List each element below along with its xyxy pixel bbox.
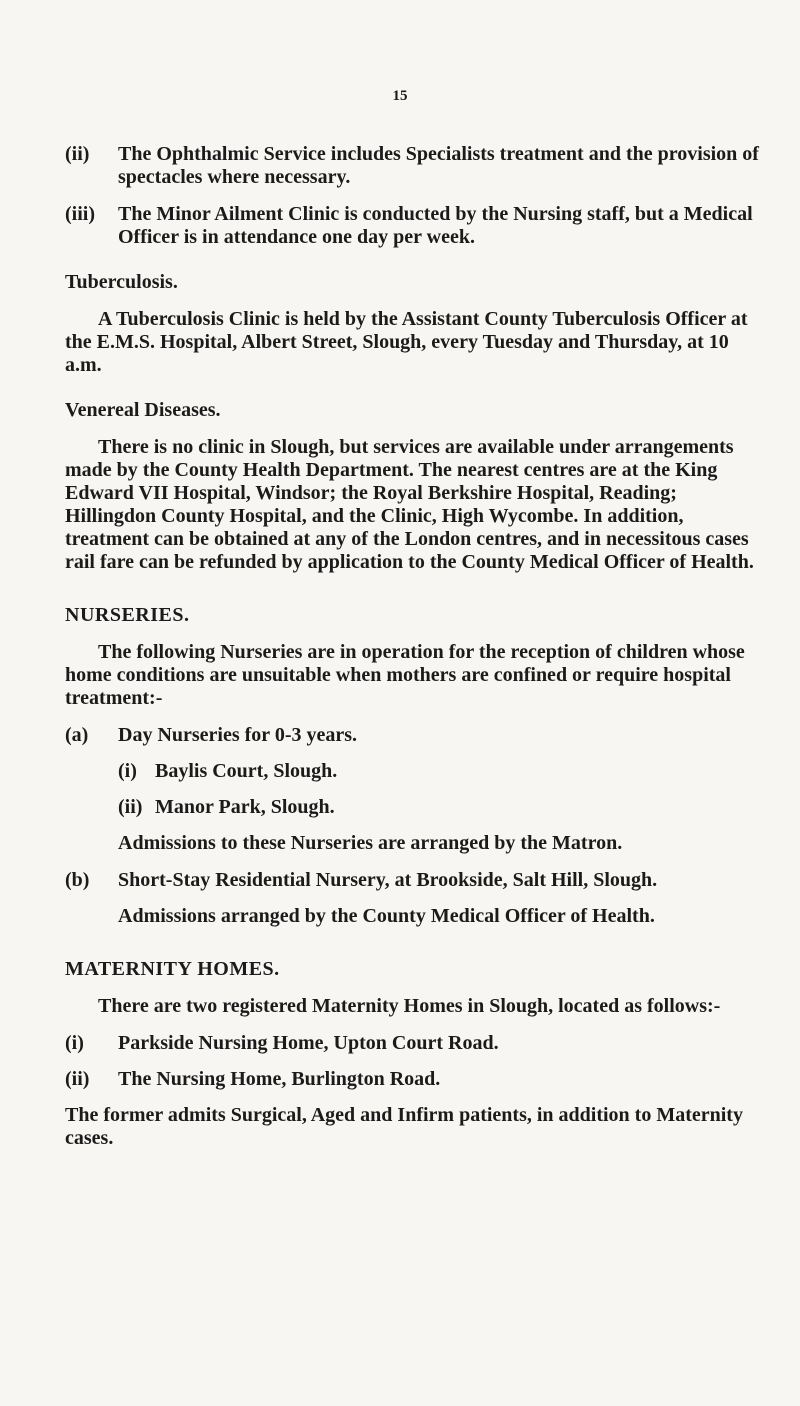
nursery-b-text: Short-Stay Residential Nursery, at Brookside, Salt Hill, Slough. bbox=[118, 869, 658, 891]
maternity-ii-number: (ii) bbox=[65, 1068, 90, 1090]
nursery-a1-item bbox=[118, 760, 765, 783]
maternity-ii-text: The Nursing Home, Burlington Road. bbox=[118, 1068, 441, 1090]
nursery-b-item bbox=[65, 869, 765, 892]
maternity-ii-item bbox=[65, 1068, 765, 1091]
nursery-b-number: (b) bbox=[65, 869, 90, 891]
minor-ailment-text: The Minor Ailment Clinic is conducted by the Nursing staff, but a Medical Officer is in attendance one day per week. bbox=[118, 203, 753, 248]
page-number: 15 bbox=[392, 88, 408, 104]
nursery-a1-text: Baylis Court, Slough. bbox=[155, 760, 338, 782]
nursery-a-text: Day Nurseries for 0-3 years. bbox=[118, 724, 358, 746]
tuberculosis-text: A Tuberculosis Clinic is held by the Assistant County Tuberculosis Officer at the E.M.S. Hospital, Albert Street, Slough, every Tuesday and Thursday, at 10 a.m. bbox=[65, 308, 748, 376]
minor-ailment-number: (iii) bbox=[65, 203, 95, 225]
venereal-heading: Venereal Diseases. bbox=[65, 399, 221, 421]
nursery-a1-number: (i) bbox=[118, 760, 137, 782]
maternity-i-number: (i) bbox=[65, 1032, 84, 1054]
nursery-a2-text: Manor Park, Slough. bbox=[155, 796, 335, 818]
maternity-closing: The former admits Surgical, Aged and Infirm patients, in addition to Maternity cases. bbox=[65, 1104, 743, 1149]
minor-ailment-item bbox=[65, 203, 765, 249]
nursery-a-note: Admissions to these Nurseries are arranged by the Matron. bbox=[118, 832, 623, 854]
maternity-intro: There are two registered Maternity Homes in Slough, located as follows:- bbox=[98, 995, 721, 1017]
nursery-a2-item bbox=[118, 796, 765, 819]
venereal-text: There is no clinic in Slough, but services are available under arrangements made by the County Health Department. The nearest centres are at the King Edward VII Hospital, Windsor; the Royal Berkshire Hospital, Reading; Hillingdon County Hospital, and the Clinic, High Wycombe. In addition, treatment can be obtained at any of the London centres, and in necessitous cases rail fare can be refunded by application to the County Medical Officer of Health. bbox=[65, 436, 754, 573]
nurseries-heading: NURSERIES. bbox=[65, 604, 190, 626]
nursery-a-number: (a) bbox=[65, 724, 89, 746]
ophthalmic-item bbox=[65, 143, 765, 189]
maternity-i-text: Parkside Nursing Home, Upton Court Road. bbox=[118, 1032, 499, 1054]
nursery-a-item bbox=[65, 724, 765, 747]
ophthalmic-number: (ii) bbox=[65, 143, 90, 165]
maternity-heading: MATERNITY HOMES. bbox=[65, 958, 280, 980]
tuberculosis-heading: Tuberculosis. bbox=[65, 271, 178, 293]
nurseries-intro: The following Nurseries are in operation for the reception of children whose home conditions are unsuitable when mothers are confined or require hospital treatment:- bbox=[65, 641, 745, 709]
nursery-b-note: Admissions arranged by the County Medical Officer of Health. bbox=[118, 905, 655, 927]
maternity-i-item bbox=[65, 1032, 765, 1055]
ophthalmic-text: The Ophthalmic Service includes Specialists treatment and the provision of spectacles where necessary. bbox=[118, 143, 759, 188]
page-content bbox=[65, 143, 765, 1164]
nursery-a2-number: (ii) bbox=[118, 796, 143, 818]
